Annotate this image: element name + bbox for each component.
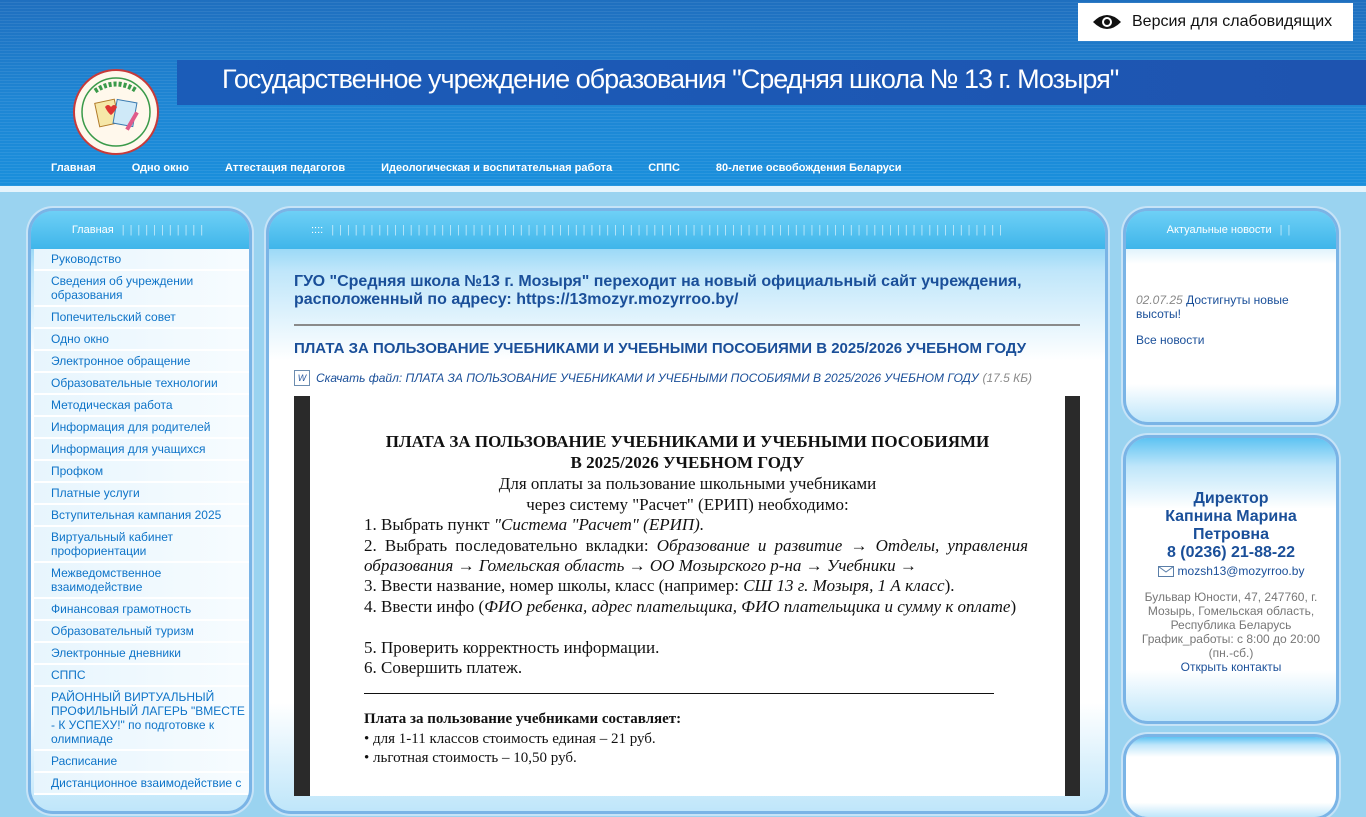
word-doc-icon: W bbox=[294, 370, 310, 386]
director-name: Капнина Марина Петровна bbox=[1165, 508, 1297, 543]
director-phone: 8 (0236) 21-88-22 bbox=[1166, 544, 1296, 561]
sidebar-item-one-window[interactable]: Одно окно bbox=[34, 329, 249, 351]
document-page bbox=[310, 396, 1065, 796]
nav-spps[interactable]: СППС bbox=[648, 162, 680, 174]
sidebar-item-edu-tech[interactable]: Образовательные технологии bbox=[34, 373, 249, 395]
doc-title-1: ПЛАТА ЗА ПОЛЬЗОВАНИЕ УЧЕБНИКАМИ И УЧЕБНЫМИ ПОСОБИЯМИ bbox=[385, 432, 990, 451]
doc-fee-title: Плата за пользование учебниками составляет: bbox=[364, 711, 682, 727]
accessibility-label: Версия для слабовидящих bbox=[1132, 13, 1333, 30]
news-item bbox=[1136, 293, 1326, 321]
main-heading-label: :::: bbox=[311, 224, 324, 236]
article-title: ПЛАТА ЗА ПОЛЬЗОВАНИЕ УЧЕБНИКАМИ И УЧЕБНЫМИ ПОСОБИЯМИ В 2025/2026 УЧЕБНОМ ГОДУ bbox=[294, 340, 1027, 357]
site-header bbox=[0, 0, 1366, 186]
sidebar-item-students[interactable]: Информация для учащихся bbox=[34, 439, 249, 461]
sidebar-item-board[interactable]: Попечительский совет bbox=[34, 307, 249, 329]
working-hours: График_работы: с 8:00 до 20:00 (пн.-сб.) bbox=[1141, 632, 1321, 660]
contacts-panel bbox=[1126, 438, 1336, 721]
main-content bbox=[269, 211, 1105, 811]
sidebar-item-e-appeal[interactable]: Электронное обращение bbox=[34, 351, 249, 373]
sidebar-item-diaries[interactable]: Электронные дневники bbox=[34, 643, 249, 665]
address: Бульвар Юности, 47, 247760, г. Мозырь, Гомельская область, Республика Беларусь bbox=[1144, 590, 1318, 632]
news-date: 02.07.25 bbox=[1136, 293, 1183, 307]
sidebar-item-paid[interactable]: Платные услуги bbox=[34, 483, 249, 505]
news-heading: Актуальные новости || bbox=[1126, 211, 1336, 249]
sidebar-item-union[interactable]: Профком bbox=[34, 461, 249, 483]
email-row bbox=[1126, 564, 1336, 578]
top-navigation bbox=[51, 162, 938, 174]
document-viewer[interactable] bbox=[294, 396, 1080, 796]
sidebar-item-interagency[interactable]: Межведомственное взаимодействие bbox=[34, 563, 249, 599]
nav-home[interactable]: Главная bbox=[51, 162, 96, 174]
doc-step-1: 1. Выбрать пункт "Система "Расчет" (ЕРИП). bbox=[364, 515, 705, 534]
download-link[interactable] bbox=[294, 370, 1080, 386]
doc-fee-2: • льготная стоимость – 10,50 руб. bbox=[364, 750, 577, 766]
sidebar-heading: Главная ||||||||||| bbox=[31, 211, 249, 249]
news-link[interactable]: Достигнуты новые высоты! bbox=[1136, 293, 1289, 321]
file-size: (17.5 КБ) bbox=[982, 371, 1033, 385]
title-bar bbox=[177, 60, 1366, 105]
divider bbox=[294, 324, 1080, 326]
sidebar-menu bbox=[31, 211, 249, 811]
doc-step-4: 4. Ввести инфо (ФИО ребенка, адрес плательщика, ФИО плательщика и сумму к оплате) bbox=[364, 597, 1017, 616]
sidebar-item-info[interactable]: Сведения об учреждении образования bbox=[34, 271, 249, 307]
download-label[interactable]: Скачать файл: ПЛАТА ЗА ПОЛЬЗОВАНИЕ УЧЕБНИКАМИ И УЧЕБНЫМИ ПОСОБИЯМИ В 2025/2026 УЧЕБНОМ ГОДУ bbox=[316, 371, 979, 385]
doc-step-6: 6. Совершить платеж. bbox=[364, 658, 523, 677]
all-news-link[interactable]: Все новости bbox=[1136, 333, 1205, 347]
sidebar-item-spps[interactable]: СППС bbox=[34, 665, 249, 687]
director-role: Директор bbox=[1193, 490, 1269, 507]
logo-emblem-icon bbox=[75, 71, 157, 153]
sidebar-heading-label: Главная bbox=[71, 224, 114, 236]
sidebar-item-career[interactable]: Виртуальный кабинет профориентации bbox=[34, 527, 249, 563]
doc-rule bbox=[364, 693, 994, 694]
main-heading: :::: |||||||||||||||||||||||||||||||||||||||||||||||||||||||||||||||||||||||||||||||||||||| bbox=[269, 211, 1105, 249]
sidebar-item-schedule[interactable]: Расписание bbox=[34, 751, 249, 773]
sidebar-item-finance[interactable]: Финансовая грамотность bbox=[34, 599, 249, 621]
doc-step-2: 2. Выбрать последовательно вкладки: Образование и развитие → Отделы, управления образования → Гомельская область → ОО Мозырского р-на → Учебники → bbox=[364, 536, 1028, 575]
sidebar-item-camp[interactable]: РАЙОННЫЙ ВИРТУАЛЬНЫЙ ПРОФИЛЬНЫЙ ЛАГЕРЬ "ВМЕСТЕ - К УСПЕХУ!" по подготовке к олимпиаде bbox=[34, 687, 249, 751]
school-logo[interactable] bbox=[73, 69, 159, 155]
sidebar-item-parents[interactable]: Информация для родителей bbox=[34, 417, 249, 439]
nav-80-years[interactable]: 80-летие освобождения Беларуси bbox=[715, 162, 902, 174]
sidebar-item-methodical[interactable]: Методическая работа bbox=[34, 395, 249, 417]
sidebar-item-leadership[interactable]: Руководство bbox=[34, 249, 249, 271]
doc-step-3: 3. Ввести название, номер школы, класс (например: СШ 13 г. Мозыря, 1 А класс). bbox=[364, 576, 955, 595]
extra-panel bbox=[1126, 737, 1336, 817]
header-divider bbox=[0, 186, 1366, 192]
nav-one-window[interactable]: Одно окно bbox=[131, 162, 190, 174]
doc-step-5: 5. Проверить корректность информации. bbox=[364, 638, 660, 657]
nav-ideology[interactable]: Идеологическая и воспитательная работа bbox=[381, 162, 613, 174]
sidebar-item-distance[interactable]: Дистанционное взаимодействие с bbox=[34, 773, 249, 795]
accessibility-button[interactable] bbox=[1078, 3, 1353, 41]
site-move-notice[interactable]: ГУО "Средняя школа №13 г. Мозыря" переходит на новый официальный сайт учреждения, расположенный по адресу: https://13mozyr.mozyrroo.by/ bbox=[294, 273, 1022, 308]
sidebar-item-tourism[interactable]: Образовательный туризм bbox=[34, 621, 249, 643]
doc-title-2: В 2025/2026 УЧЕБНОМ ГОДУ bbox=[570, 453, 805, 472]
news-heading-label: Актуальные новости bbox=[1166, 224, 1272, 236]
doc-fee-1: • для 1-11 классов стоимость единая – 21 руб. bbox=[364, 731, 656, 747]
envelope-icon bbox=[1158, 566, 1174, 577]
email-link[interactable]: mozsh13@mozyrroo.by bbox=[1177, 564, 1305, 578]
sidebar-item-admission[interactable]: Вступительная кампания 2025 bbox=[34, 505, 249, 527]
doc-intro-1: Для оплаты за пользование школьными учебниками bbox=[498, 474, 877, 493]
nav-attestation[interactable]: Аттестация педагогов bbox=[225, 162, 346, 174]
eye-icon bbox=[1092, 13, 1122, 31]
page-title: Государственное учреждение образования "Средняя школа № 13 г. Мозыря" bbox=[222, 64, 1119, 94]
doc-intro-2: через систему "Расчет" (ЕРИП) необходимо: bbox=[526, 495, 849, 514]
news-panel bbox=[1126, 211, 1336, 422]
open-contacts-link[interactable]: Открыть контакты bbox=[1180, 660, 1282, 674]
